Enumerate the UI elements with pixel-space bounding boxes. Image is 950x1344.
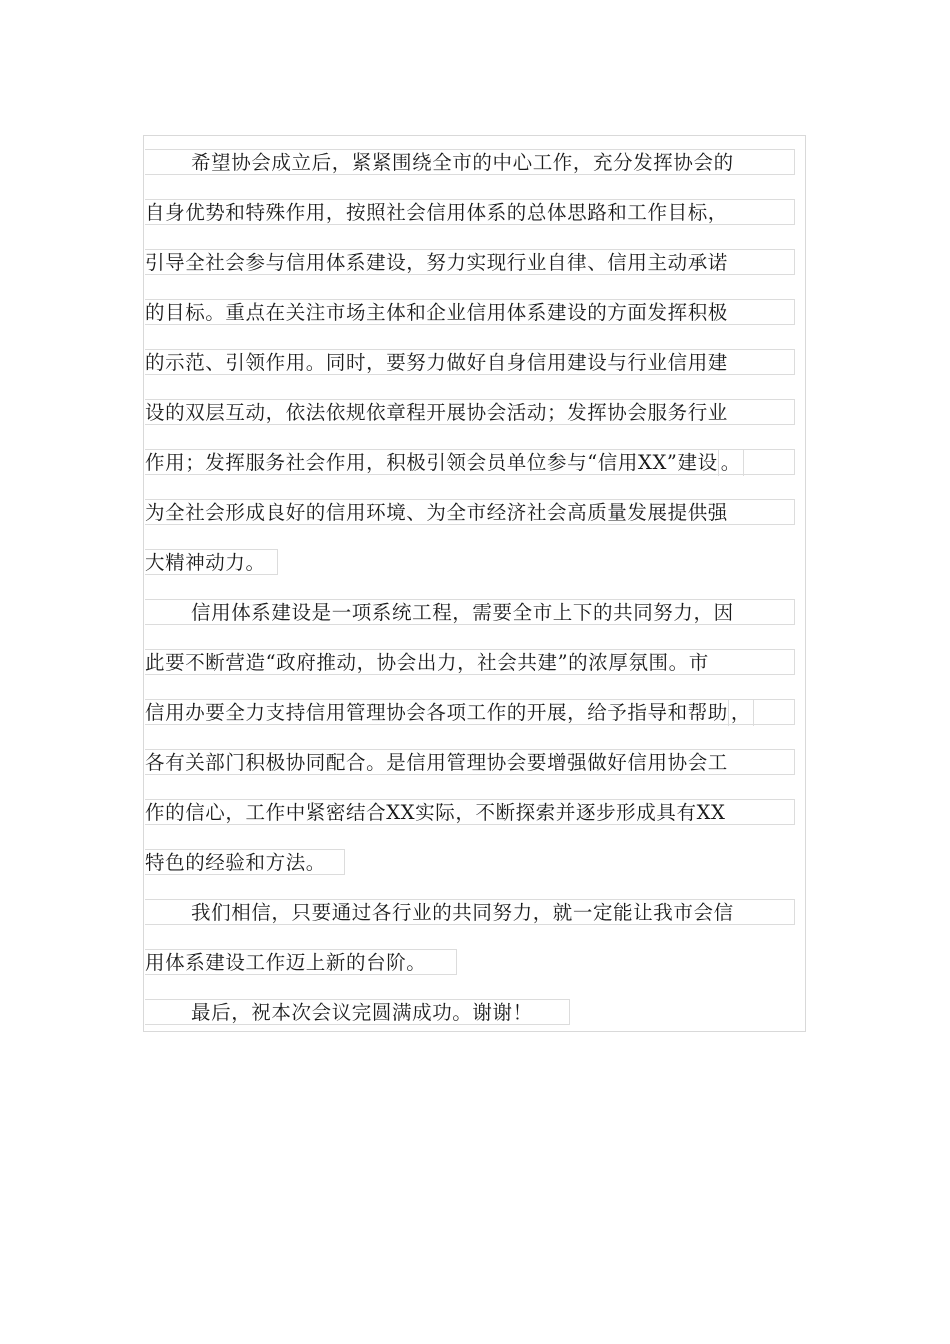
line-text: 信用办要全力支持信用管理协会各项工作的开展，给予指导和帮助 — [145, 701, 728, 724]
text-line: 自身优势和特殊作用，按照社会信用体系的总体思路和工作目标， — [145, 199, 795, 225]
text-line: 信用体系建设是一项系统工程，需要全市上下的共同努力，因 — [145, 599, 795, 625]
text-line: 最后，祝本次会议完圆满成功。谢谢！ — [145, 999, 570, 1025]
text-line: 我们相信，只要通过各行业的共同努力，就一定能让我市会信 — [145, 899, 795, 925]
text-line: 希望协会成立后，紧紧围绕全市的中心工作，充分发挥协会的 — [145, 149, 795, 175]
overflow-punctuation: 。 — [718, 450, 744, 476]
text-line: 为全社会形成良好的信用环境、为全市经济社会高质量发展提供强 — [145, 499, 795, 525]
text-line: 作的信心，工作中紧密结合XX实际，不断探索并逐步形成具有XX — [145, 799, 795, 825]
text-line — [145, 449, 795, 475]
line-text: 作用；发挥服务社会作用，积极引领会员单位参与“信用XX”建设 — [145, 451, 718, 474]
text-line: 的目标。重点在关注市场主体和企业信用体系建设的方面发挥积极 — [145, 299, 795, 325]
overflow-punctuation: ， — [728, 700, 754, 726]
text-line: 设的双层互动，依法依规依章程开展协会活动；发挥协会服务行业 — [145, 399, 795, 425]
text-line: 的示范、引领作用。同时，要努力做好自身信用建设与行业信用建 — [145, 349, 795, 375]
text-line: 大精神动力。 — [145, 549, 278, 575]
text-line: 此要不断营造“政府推动，协会出力，社会共建”的浓厚氛围。市 — [145, 649, 795, 675]
text-line: 引导全社会参与信用体系建设，努力实现行业自律、信用主动承诺 — [145, 249, 795, 275]
text-line — [145, 699, 795, 725]
text-line: 用体系建设工作迈上新的台阶。 — [145, 949, 457, 975]
text-line: 各有关部门积极协同配合。是信用管理协会要增强做好信用协会工 — [145, 749, 795, 775]
text-line: 特色的经验和方法。 — [145, 849, 345, 875]
